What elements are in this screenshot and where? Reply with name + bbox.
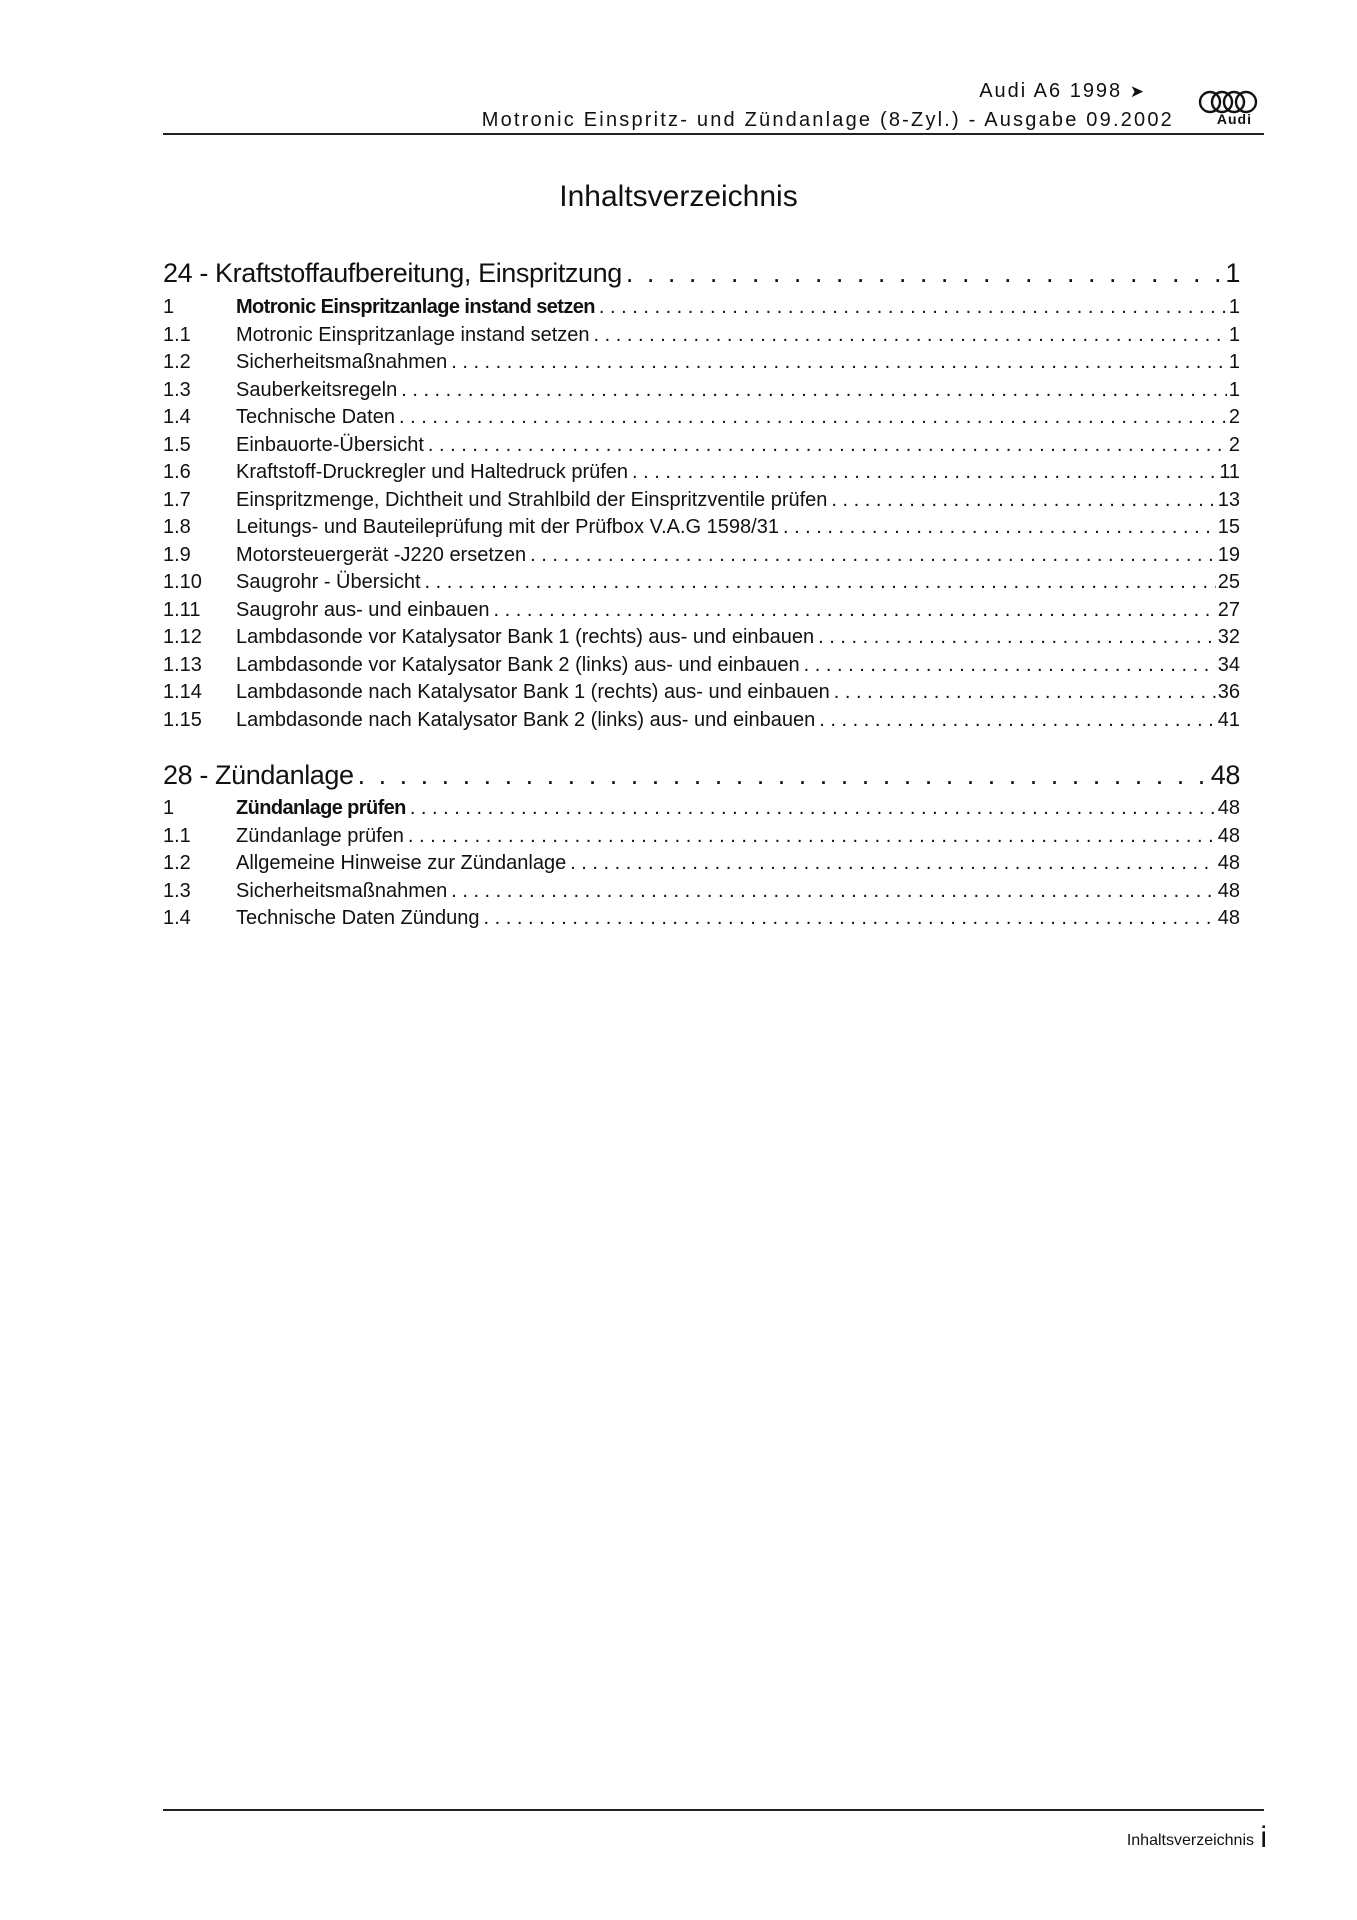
toc-entry-row[interactable] <box>163 544 1240 567</box>
page-title: Inhaltsverzeichnis <box>559 180 798 213</box>
toc-entry-row[interactable] <box>163 461 1240 484</box>
toc-entry-row[interactable] <box>163 654 1240 677</box>
toc-entry-number: 1.3 <box>163 378 191 401</box>
toc-entry-label: Saugrohr aus- und einbauen <box>236 598 490 621</box>
toc-leader-dots <box>834 681 1216 704</box>
toc-leader-dots <box>410 797 1216 820</box>
toc-entry-label: Lambdasonde nach Katalysator Bank 1 (rechts) aus- und einbauen <box>236 681 830 703</box>
toc-entry-label: Zündanlage prüfen <box>236 797 406 819</box>
toc-entry-page: 48 <box>1217 852 1240 874</box>
toc-entry-label: Motronic Einspritzanlage instand setzen <box>236 323 590 346</box>
toc-entry-page: 1 <box>1228 323 1240 346</box>
header-rule <box>163 133 1264 135</box>
toc-entry-number: 1 <box>163 797 175 819</box>
toc-entry-row[interactable] <box>163 681 1240 704</box>
toc-entry-label: Technische Daten Zündung <box>236 907 480 929</box>
footer-label: Inhaltsverzeichnis <box>1126 1832 1254 1849</box>
page-header <box>163 75 1264 135</box>
toc-entry-label: Sicherheitsmaßnahmen <box>236 351 448 373</box>
toc-entry-page: 48 <box>1217 824 1240 847</box>
toc-leader-dots <box>451 880 1216 903</box>
toc-leader-dots <box>818 626 1216 649</box>
toc-entry-number: 1.1 <box>163 824 191 847</box>
toc-entry-row[interactable] <box>163 797 1240 820</box>
toc-entry-label: Lambdasonde vor Katalysator Bank 1 (rechts) aus- und einbauen <box>236 626 815 648</box>
toc-entry-page: 48 <box>1217 907 1240 929</box>
toc-entry-page: 2 <box>1228 406 1240 428</box>
toc-leader-dots <box>484 907 1216 930</box>
toc-leader-dots <box>358 760 1209 791</box>
toc-entry-page: 1 <box>1228 378 1240 401</box>
toc-section-page: 1 <box>1225 258 1240 288</box>
toc-entry-page: 15 <box>1217 516 1240 538</box>
toc-entry-label: Einbauorte-Übersicht <box>236 433 424 456</box>
toc-entry-label: Allgemeine Hinweise zur Zündanlage <box>236 852 567 874</box>
toc-entry-row[interactable] <box>163 324 1240 347</box>
toc-entry-page: 25 <box>1217 571 1240 593</box>
toc-entry-row[interactable] <box>163 351 1240 374</box>
toc-entry-row[interactable] <box>163 571 1240 594</box>
toc-entry-page: 13 <box>1217 488 1240 511</box>
toc-entry-number: 1.5 <box>163 433 191 456</box>
toc-entry-row[interactable] <box>163 709 1240 732</box>
toc-entry-number: 1.8 <box>163 516 191 538</box>
toc-entry-row[interactable] <box>163 379 1240 402</box>
toc-entry-number: 1.1 <box>163 323 191 346</box>
toc-leader-dots <box>783 516 1216 539</box>
toc-section-label: 24 - Kraftstoffaufbereitung, Einspritzung <box>163 258 622 288</box>
toc-entry-row[interactable] <box>163 852 1240 875</box>
header-model <box>979 80 1146 103</box>
toc-entry-label: Motronic Einspritzanlage instand setzen <box>236 296 595 318</box>
toc-entry-row[interactable] <box>163 406 1240 429</box>
toc-entry-label: Sicherheitsmaßnahmen <box>236 879 448 902</box>
toc-entry-label: Kraftstoff-Druckregler und Haltedruck prüfen <box>236 461 629 483</box>
toc-entry-label: Saugrohr - Übersicht <box>236 571 421 593</box>
toc-leader-dots <box>626 258 1223 289</box>
toc-leader-dots <box>831 489 1215 512</box>
toc-entry-page: 32 <box>1217 626 1240 648</box>
toc-entry-page: 19 <box>1217 543 1240 566</box>
toc-entry-page: 34 <box>1217 653 1240 676</box>
toc-entry-row[interactable] <box>163 599 1240 622</box>
toc-entry-page: 27 <box>1217 598 1240 621</box>
toc-leader-dots <box>570 852 1216 875</box>
toc-entry-label: Lambdasonde vor Katalysator Bank 2 (links) aus- und einbauen <box>236 653 800 676</box>
toc-leader-dots <box>451 351 1227 374</box>
toc-section-row[interactable] <box>163 258 1240 289</box>
toc-entry-number: 1.4 <box>163 406 191 428</box>
toc-entry-label: Motorsteuergerät -J220 ersetzen <box>236 543 527 566</box>
footer-page-number: i <box>1260 1821 1267 1854</box>
toc-leader-dots <box>819 709 1215 732</box>
toc-entry-number: 1.6 <box>163 461 191 483</box>
toc-entry-number: 1.3 <box>163 879 191 902</box>
toc-leader-dots <box>494 599 1216 622</box>
toc-entry-row[interactable] <box>163 516 1240 539</box>
toc-leader-dots <box>594 324 1227 347</box>
header-model-text: Audi A6 1998 <box>979 80 1123 102</box>
toc-section-label: 28 - Zündanlage <box>163 760 354 790</box>
toc-entry-number: 1.12 <box>163 626 202 648</box>
toc-leader-dots <box>599 296 1227 319</box>
toc-entry-label: Einspritzmenge, Dichtheit und Strahlbild der Einspritzventile prüfen <box>236 488 828 511</box>
toc-entry-page: 36 <box>1217 681 1240 703</box>
toc-entry-number: 1.14 <box>163 681 202 703</box>
toc-entry-label: Technische Daten <box>236 406 395 428</box>
toc-entry-row[interactable] <box>163 626 1240 649</box>
toc-section-row[interactable] <box>163 760 1240 791</box>
toc-leader-dots <box>401 379 1227 402</box>
toc-entry-label: Lambdasonde nach Katalysator Bank 2 (links) aus- und einbauen <box>236 708 816 731</box>
toc-entry-row[interactable] <box>163 296 1240 319</box>
toc-entry-label: Leitungs- und Bauteileprüfung mit der Prüfbox V.A.G 1598/31 <box>236 516 779 538</box>
toc-leader-dots <box>399 406 1227 429</box>
toc-entry-page: 1 <box>1228 351 1240 373</box>
toc-entry-label: Sauberkeitsregeln <box>236 378 398 401</box>
toc-leader-dots <box>408 825 1216 848</box>
toc-entry-number: 1.2 <box>163 852 191 874</box>
toc-leader-dots <box>632 461 1217 484</box>
toc-entry-number: 1.11 <box>163 598 201 621</box>
header-subtitle: Motronic Einspritz- und Zündanlage (8-Zyl.) - Ausgabe 09.2002 <box>481 109 1174 131</box>
toc-entry-number: 1.4 <box>163 907 191 929</box>
toc-section-page: 48 <box>1210 760 1240 790</box>
toc-entry-row[interactable] <box>163 489 1240 512</box>
toc-entry-number: 1 <box>163 296 175 318</box>
toc-entry-row[interactable] <box>163 434 1240 457</box>
toc-entry-number: 1.10 <box>163 571 202 593</box>
toc-entry-row[interactable] <box>163 825 1240 848</box>
toc-leader-dots <box>425 571 1216 594</box>
toc-leader-dots <box>804 654 1216 677</box>
toc-entry-page: 11 <box>1219 461 1240 483</box>
toc-entry-row[interactable] <box>163 880 1240 903</box>
toc-entry-number: 1.7 <box>163 488 191 511</box>
toc-entry-page: 48 <box>1217 879 1240 902</box>
toc-entry-number: 1.15 <box>163 708 202 731</box>
toc-entry-number: 1.2 <box>163 351 191 373</box>
toc-entry-number: 1.13 <box>163 653 202 676</box>
toc-entry-label: Zündanlage prüfen <box>236 824 404 847</box>
arrow-right-icon: ➤ <box>1129 82 1146 101</box>
toc-entry-row[interactable] <box>163 907 1240 930</box>
toc-leader-dots <box>428 434 1227 457</box>
footer-rule <box>163 1809 1264 1811</box>
toc-entry-page: 2 <box>1228 433 1240 456</box>
toc-entry-page: 1 <box>1228 296 1240 318</box>
brand-wordmark: Audi <box>1216 111 1252 127</box>
toc-entry-number: 1.9 <box>163 543 191 566</box>
toc-leader-dots <box>530 544 1216 567</box>
toc-entry-page: 41 <box>1217 708 1240 731</box>
toc-entry-page: 48 <box>1217 797 1240 819</box>
